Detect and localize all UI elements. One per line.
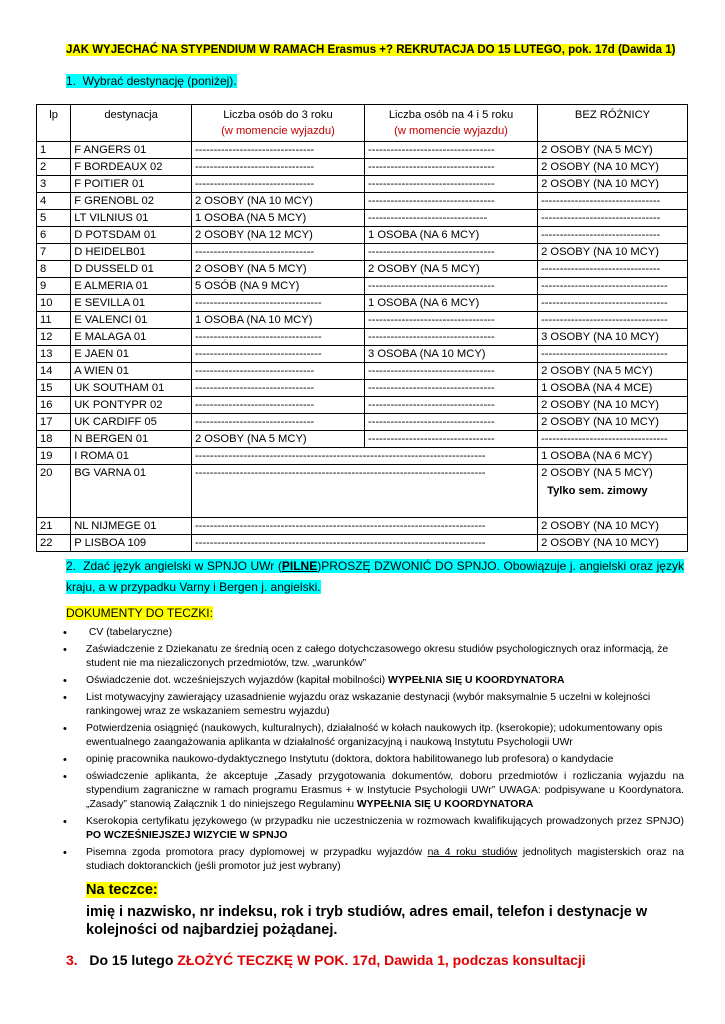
list-item: • oświadczenie aplikanta, że akceptuje „Zasady przygotowania dokumentów, doboru przedmiotów i rozliczania wyjazdu na stypendium zagraniczne w ramach programu Erasmus + w Instytucie Psychologii UWr” UWAGA: podpisywane u Koordynatora. „Zasady” stanowią Załącznik 1 do niniejszego Regulaminu WYPEŁNIA SIĘ U KOORDYNATORA [66,770,684,812]
step-3: 3. Do 15 lutego ZŁOŻYĆ TECZKĘ W POK. 17d, Dawida 1, podczas konsultacji [66,952,586,968]
step-2: 2. Zdać język angielski w SPNJO UWr (PILNE)PROSZĘ DZWONIĆ DO SPNJO. Obowiązuje j. angielski oraz język kraju, a w przypadku Varny i Bergen j. angielski. [66,559,684,594]
cell-count-to-year-3: -------------------------------- [191,414,364,431]
list-item: • Oświadczenie dot. wcześniejszych wyjazdów (kapitał mobilności) WYPEŁNIA SIĘ U KOORDYNATORA [66,674,684,688]
cell-count-to-year-3: -------------------------------- [191,380,364,397]
cell-count-to-year-3: 2 OSOBY (NA 12 MCY) [191,227,364,244]
cell-no-difference: 2 OSOBY (NA 10 MCY) [538,397,688,414]
cell-lp: 18 [37,431,71,448]
cell-merged-counts: ------------------------------------------------------------------------------ [191,465,537,518]
table-row [37,295,688,312]
cell-count-year-4-5: ---------------------------------- [365,363,538,380]
step-1: 1. Wybrać destynację (poniżej). [66,74,237,88]
table-row [37,518,688,535]
header-lp: lp [37,105,71,142]
cell-count-to-year-3: 2 OSOBY (NA 10 MCY) [191,193,364,210]
cell-count-year-4-5: ---------------------------------- [365,193,538,210]
cell-count-to-year-3: 5 OSÓB (NA 9 MCY) [191,278,364,295]
table-row [37,431,688,448]
cell-destination: F POITIER 01 [71,176,192,193]
cell-lp: 14 [37,363,71,380]
cell-no-difference: 1 OSOBA (NA 4 MCE) [538,380,688,397]
cell-destination: E SEVILLA 01 [71,295,192,312]
cell-count-year-4-5: ---------------------------------- [365,176,538,193]
list-item: • Pisemna zgoda promotora pracy dyplomowej w przypadku wyjazdów na 4 roku studiów jednolitych magisterskich oraz na studiach doktoranckich (jeśli promotor już jest wybrany) [66,846,684,874]
documents-list [66,626,684,877]
cell-lp: 1 [37,142,71,159]
table-row [37,380,688,397]
cell-count-year-4-5: 1 OSOBA (NA 6 MCY) [365,227,538,244]
cell-destination: A WIEN 01 [71,363,192,380]
table-row [37,193,688,210]
page-title: JAK WYJECHAĆ NA STYPENDIUM W RAMACH Erasmus +? REKRUTACJA DO 15 LUTEGO, pok. 17d (Dawida 1) [66,44,676,56]
table-row [37,535,688,552]
cell-destination: I ROMA 01 [71,448,192,465]
cell-destination: UK SOUTHAM 01 [71,380,192,397]
cell-no-difference: 2 OSOBY (NA 5 MCY) [538,142,688,159]
cell-destination: D POTSDAM 01 [71,227,192,244]
destinations-table [36,104,688,552]
cell-destination: F BORDEAUX 02 [71,159,192,176]
folder-label-heading: Na teczce: [86,882,158,898]
header-destination: destynacja [71,105,192,142]
cell-lp: 5 [37,210,71,227]
cell-lp: 2 [37,159,71,176]
cell-count-year-4-5: -------------------------------- [365,210,538,227]
cell-count-to-year-3: -------------------------------- [191,397,364,414]
cell-destination: P LISBOA 109 [71,535,192,552]
cell-lp: 19 [37,448,71,465]
cell-destination: BG VARNA 01 [71,465,192,518]
table-row [37,346,688,363]
table-row [37,142,688,159]
cell-count-year-4-5: ---------------------------------- [365,312,538,329]
cell-count-year-4-5: ---------------------------------- [365,329,538,346]
cell-lp: 12 [37,329,71,346]
cell-count-to-year-3: -------------------------------- [191,244,364,261]
cell-count-year-4-5: ---------------------------------- [365,380,538,397]
cell-count-year-4-5: 1 OSOBA (NA 6 MCY) [365,295,538,312]
cell-destination: D HEIDELB01 [71,244,192,261]
cell-no-difference: -------------------------------- [538,210,688,227]
cell-no-difference: 2 OSOBY (NA 10 MCY) [538,518,688,535]
cell-destination: F ANGERS 01 [71,142,192,159]
header-count-to-year-3: Liczba osób do 3 roku (w momencie wyjazdu) [191,105,364,142]
list-item: • Potwierdzenia osiągnięć (naukowych, kulturalnych), działalność w kołach naukowych itp. (kserokopie); udokumentowany opis ewentualnego zaangażowania aplikanta w działalność organizacyjną i naukową Instytutu Psychologii UWr [66,722,684,750]
cell-no-difference: 2 OSOBY (NA 5 MCY) [538,363,688,380]
cell-destination: LT VILNIUS 01 [71,210,192,227]
cell-count-year-4-5: ---------------------------------- [365,278,538,295]
table-row [37,448,688,465]
cell-count-to-year-3: ---------------------------------- [191,329,364,346]
cell-no-difference: -------------------------------- [538,261,688,278]
cell-no-difference: 3 OSOBY (NA 10 MCY) [538,329,688,346]
list-item: • CV (tabelaryczne) [66,626,684,640]
cell-lp: 20 [37,465,71,518]
cell-count-to-year-3: 2 OSOBY (NA 5 MCY) [191,431,364,448]
cell-lp: 10 [37,295,71,312]
cell-destination: D DUSSELD 01 [71,261,192,278]
cell-no-difference: 2 OSOBY (NA 10 MCY) [538,414,688,431]
cell-merged-counts: ------------------------------------------------------------------------------ [191,518,537,535]
table-row [37,227,688,244]
documents-title: DOKUMENTY DO TECZKI: [66,606,213,620]
cell-merged-counts: ------------------------------------------------------------------------------ [191,535,537,552]
cell-count-year-4-5: ---------------------------------- [365,244,538,261]
cell-count-to-year-3: 2 OSOBY (NA 5 MCY) [191,261,364,278]
cell-lp: 6 [37,227,71,244]
cell-lp: 9 [37,278,71,295]
table-row [37,329,688,346]
cell-count-year-4-5: ---------------------------------- [365,142,538,159]
cell-lp: 4 [37,193,71,210]
cell-no-difference: ---------------------------------- [538,431,688,448]
cell-count-year-4-5: 3 OSOBA (NA 10 MCY) [365,346,538,363]
table-header-row [37,105,688,142]
cell-lp: 3 [37,176,71,193]
table-row [37,159,688,176]
cell-no-difference: ---------------------------------- [538,295,688,312]
cell-count-to-year-3: -------------------------------- [191,142,364,159]
cell-no-difference: 1 OSOBA (NA 6 MCY) [538,448,688,465]
cell-lp: 11 [37,312,71,329]
winter-semester-note: Tylko sem. zimowy [547,485,648,497]
cell-destination: UK PONTYPR 02 [71,397,192,414]
cell-lp: 22 [37,535,71,552]
cell-lp: 16 [37,397,71,414]
list-item: • opinię pracownika naukowo-dydaktycznego Instytutu (doktora, doktora habilitowanego lub profesora) o kandydacie [66,753,684,767]
cell-no-difference: ---------------------------------- [538,312,688,329]
list-item: • List motywacyjny zawierający uzasadnienie wyjazdu oraz wskazanie destynacji (wybór maksymalnie 5 uczelni w kolejności rankingowej wraz ze wskazaniem semestru wyjazdu) [66,691,684,719]
cell-count-to-year-3: -------------------------------- [191,176,364,193]
cell-no-difference: 2 OSOBY (NA 10 MCY) [538,159,688,176]
cell-count-to-year-3: -------------------------------- [191,363,364,380]
cell-no-difference: -------------------------------- [538,227,688,244]
pilne-label: PILNE [281,559,318,573]
cell-lp: 7 [37,244,71,261]
cell-destination: E VALENCI 01 [71,312,192,329]
cell-no-difference: 2 OSOBY (NA 10 MCY) [538,244,688,261]
table-row [37,363,688,380]
cell-destination: E ALMERIA 01 [71,278,192,295]
cell-count-year-4-5: ---------------------------------- [365,159,538,176]
cell-no-difference: ---------------------------------- [538,278,688,295]
cell-lp: 21 [37,518,71,535]
cell-lp: 17 [37,414,71,431]
table-row [37,465,688,518]
table-body [37,142,688,552]
cell-count-to-year-3: 1 OSOBA (NA 5 MCY) [191,210,364,227]
table-row [37,397,688,414]
list-item: • Zaświadczenie z Dziekanatu ze średnią ocen z całego dotychczasowego okresu studiów psychologicznych oraz informacją, że student nie ma niezaliczonych przedmiotów, tzw. „warunków” [66,643,684,671]
cell-no-difference: 2 OSOBY (NA 5 MCY) Tylko sem. zimowy [538,465,688,518]
cell-destination: N BERGEN 01 [71,431,192,448]
table-row [37,176,688,193]
cell-count-year-4-5: ---------------------------------- [365,431,538,448]
folder-label-text: imię i nazwisko, nr indeksu, rok i tryb studiów, adres email, telefon i destynacje w kolejności od najbardziej pożądanej. [86,904,648,938]
cell-merged-counts: ------------------------------------------------------------------------------ [191,448,537,465]
cell-count-year-4-5: 2 OSOBY (NA 5 MCY) [365,261,538,278]
list-item: • Kserokopia certyfikatu językowego (w przypadku nie uczestniczenia w rozmowach kwalifikujących prowadzonych przez SPNJO) PO WCZEŚNIEJSZEJ WIZYCIE W SPNJO [66,815,684,843]
cell-destination: E JAEN 01 [71,346,192,363]
cell-count-year-4-5: ---------------------------------- [365,414,538,431]
header-count-year-4-5: Liczba osób na 4 i 5 roku (w momencie wyjazdu) [365,105,538,142]
table-row [37,244,688,261]
table-row [37,261,688,278]
cell-no-difference: 2 OSOBY (NA 10 MCY) [538,176,688,193]
cell-count-to-year-3: 1 OSOBA (NA 10 MCY) [191,312,364,329]
cell-destination: F GRENOBL 02 [71,193,192,210]
table-row [37,278,688,295]
cell-no-difference: 2 OSOBY (NA 10 MCY) [538,535,688,552]
cell-destination: UK CARDIFF 05 [71,414,192,431]
cell-count-to-year-3: ---------------------------------- [191,295,364,312]
table-row [37,414,688,431]
cell-no-difference: ---------------------------------- [538,346,688,363]
cell-count-year-4-5: ---------------------------------- [365,397,538,414]
cell-lp: 8 [37,261,71,278]
table-row [37,312,688,329]
cell-count-to-year-3: ---------------------------------- [191,346,364,363]
cell-no-difference: -------------------------------- [538,193,688,210]
cell-lp: 13 [37,346,71,363]
cell-count-to-year-3: -------------------------------- [191,159,364,176]
cell-destination: NL NIJMEGE 01 [71,518,192,535]
cell-destination: E MALAGA 01 [71,329,192,346]
header-no-difference: BEZ RÓŻNICY [538,105,688,142]
cell-lp: 15 [37,380,71,397]
table-row [37,210,688,227]
